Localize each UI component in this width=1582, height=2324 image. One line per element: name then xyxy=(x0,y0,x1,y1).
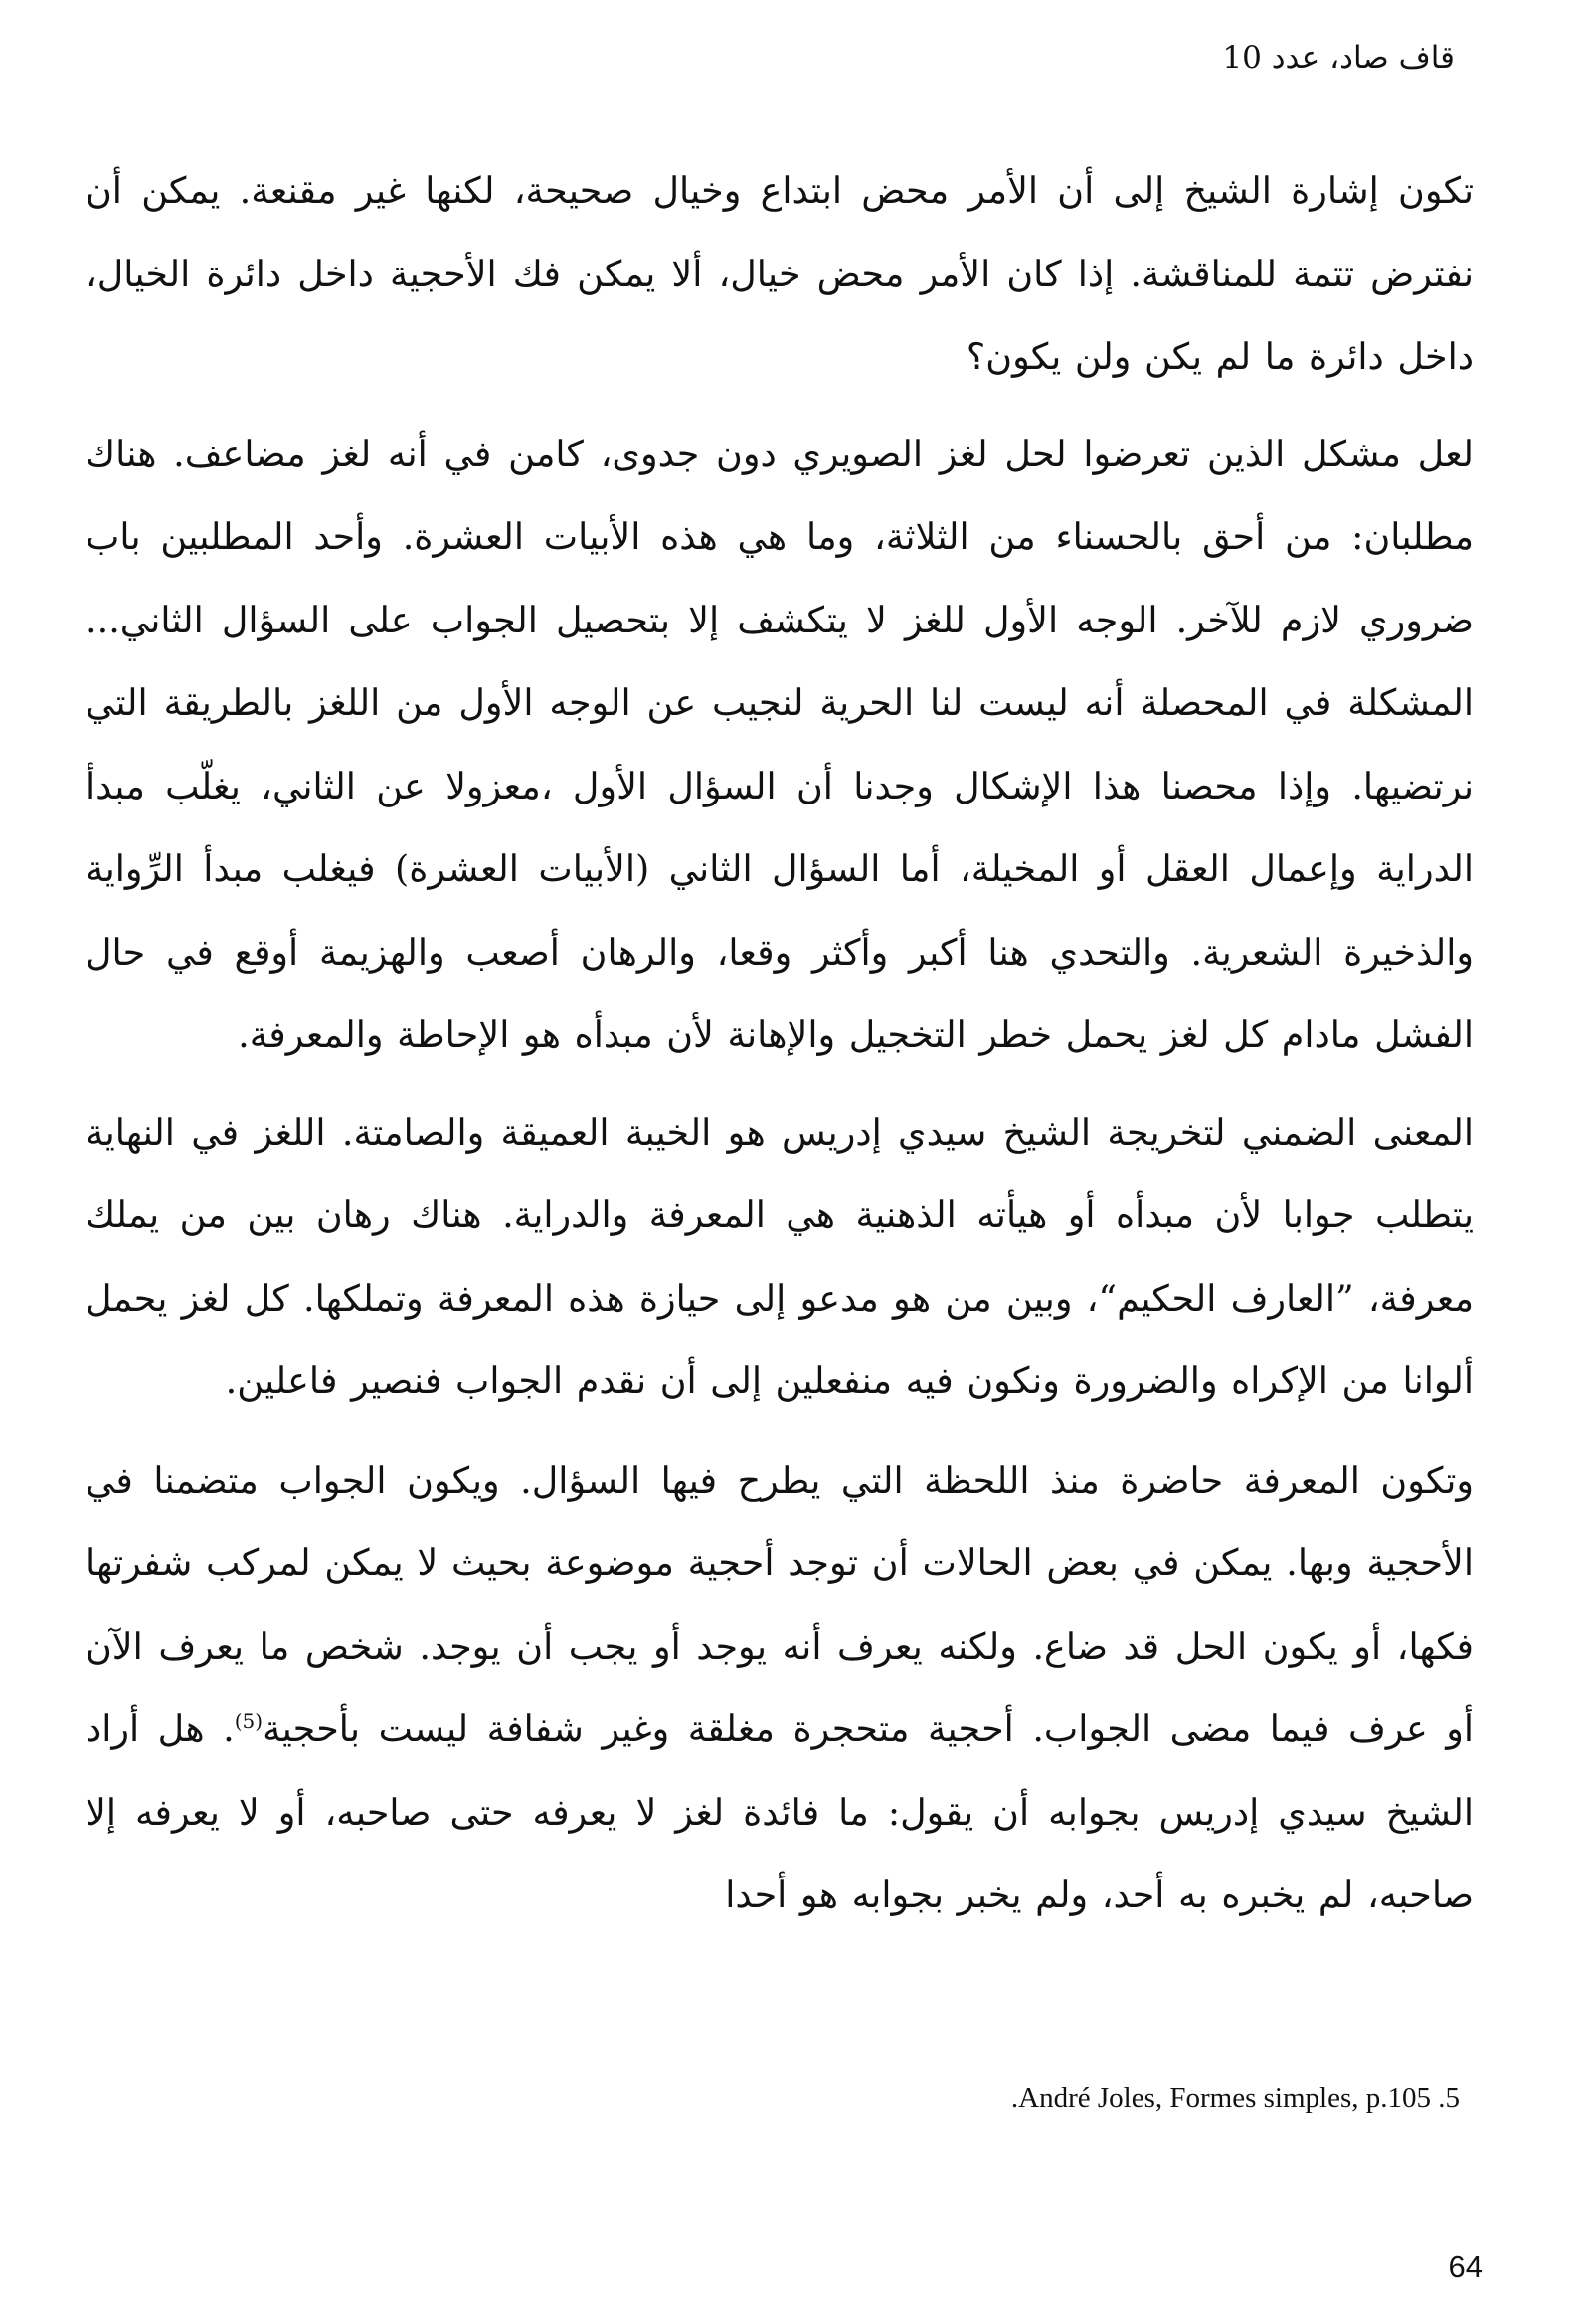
page-number: 64 xyxy=(1448,2249,1483,2284)
footnote-reference[interactable]: (5) xyxy=(234,1708,264,1733)
paragraph-2: لعل مشكل الذين تعرضوا لحل لغز الصويري دون جدوى، كامن في أنه لغز مضاعف. هناك مطلبان: من أحق بالحسناء من الثلاثة، وما هي هذه الأبيات العشرة. وأحد المطلبين باب ضروري لازم للآخر. الوجه الأول للغز لا يتكشف إلا بتحصيل الجواب على السؤال الثاني... المشكلة في المحصلة أنه ليست لنا الحرية لنجيب عن الوجه الأول من اللغز بالطريقة التي نرتضيها. وإذا محصنا هذا الإشكال وجدنا أن السؤال الأول ،معزولا عن الثاني، يغلّب مبدأ الدراية وإعمال العقل أو المخيلة، أما السؤال الثاني (الأبيات العشرة) فيغلب مبدأ الرِّواية والذخيرة الشعرية. والتحدي هنا أكبر وأكثر وقعا، والرهان أصعب والهزيمة أوقع في حال الفشل مادام كل لغز يحمل خطر التخجيل والإهانة لأن مبدأه هو الإحاطة والمعرفة. xyxy=(86,432,1474,1056)
paragraph-3: المعنى الضمني لتخريجة الشيخ سيدي إدريس هو الخيبة العميقة والصامتة. اللغز في النهاية يتطلب جوابا لأن مبدأه أو هيأته الذهنية هي المعرفة والدراية. هناك رهان بين من يملك معرفة، ”العارف الحكيم“، وبين من هو مدعو إلى حيازة هذه المعرفة وتملكها. كل لغز يحمل ألوانا من الإكراه والضرورة ونكون فيه منفعلين إلى أن نقدم الجواب فنصير فاعلين. xyxy=(86,1110,1474,1402)
paragraph-4-text-before: وتكون المعرفة حاضرة منذ اللحظة التي يطرح فيها السؤال. ويكون الجواب متضمنا في الأحجية وبها. يمكن في بعض الحالات أن توجد أحجية موضوعة بحيث لا يمكن لمركب شفرتها فكها، أو يكون الحل قد ضاع. ولكنه يعرف أنه يوجد أو يجب أن يوجد. شخص ما يعرف الآن أو عرف فيما مضى الجواب. أحجية متحجرة مغلقة وغير شفافة ليست بأحجية xyxy=(86,1458,1475,1750)
footnote: .André Joles, Formes simples, p.105 .5 xyxy=(1010,2082,1460,2114)
running-header: قاف صاد، عدد 10 xyxy=(1222,40,1455,76)
paragraph-4-text-after: . هل أراد الشيخ سيدي إدريس بجوابه أن يقول: ما فائدة لغز لا يعرفه حتى صاحبه، أو لا يعرفه إلا صاحبه، لم يخبره به أحد، ولم يخبر بجوابه هو أحدا xyxy=(86,1707,1474,1916)
paragraph-4 xyxy=(86,1439,1474,1937)
paragraph-1: تكون إشارة الشيخ إلى أن الأمر محض ابتداع وخيال صحيحة، لكنها غير مقنعة. يمكن أن نفترض تتمة للمناقشة. إذا كان الأمر محض خيال، ألا يمكن فك الأحجية داخل دائرة الخيال، داخل دائرة ما لم يكن ولن يكون؟ xyxy=(86,169,1474,378)
article-body xyxy=(86,149,1474,1951)
